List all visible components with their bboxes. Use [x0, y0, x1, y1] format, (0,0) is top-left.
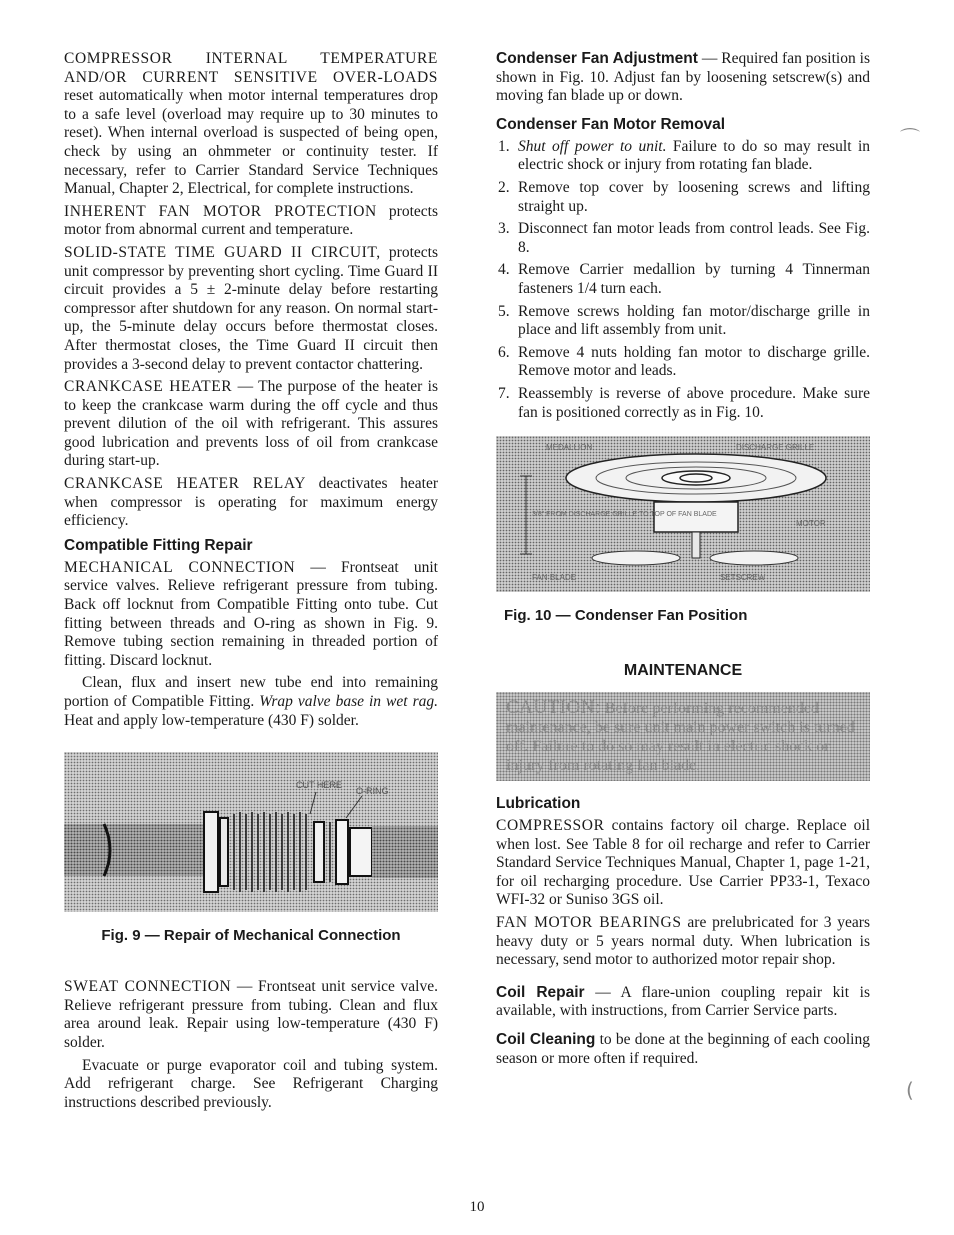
fan-bearings-paragraph	[496, 914, 870, 970]
compressor-body: contains factory oil charge. Replace oil when lost. See Table 8 for oil recharge and refer to Carrier Standard Service Techniques Manual, Chapter 1, page 1-21, for oil recharging procedure. Use Carrier PP33-1, Texaco WFI-32 or Suniso 3GS oil.	[496, 817, 870, 909]
step-number: 3.	[498, 220, 510, 238]
time-guard-paragraph	[64, 244, 438, 374]
step-number: 6.	[498, 343, 510, 361]
mechanical-connection-lead: MECHANICAL CONNECTION	[64, 558, 296, 576]
fig10-setscrew-label: SETSCREW	[720, 573, 766, 583]
list-item	[498, 220, 870, 257]
crankcase-relay-paragraph	[64, 475, 438, 531]
coil-cleaning-heading: Coil Cleaning	[496, 1031, 596, 1049]
mechanical-connection-body: — Frontseat unit service valves. Relieve refrigerant pressure from tubing. Back off locknut from Compatible Fitting onto tube. Cut fitting between threads and O-ring as shown in Fig. 9. Remove tubing section remaining in threaded portion of fitting. Discard locknut.	[64, 558, 438, 669]
crankcase-heater-lead: CRANKCASE HEATER	[64, 378, 233, 396]
list-item	[498, 261, 870, 298]
overloads-paragraph	[64, 50, 438, 199]
list-item	[498, 178, 870, 216]
step-number: 7.	[498, 384, 510, 402]
lubrication-heading: Lubrication	[496, 795, 581, 813]
fan-adjustment-paragraph	[496, 50, 870, 106]
crankcase-heater-paragraph	[64, 378, 438, 471]
fig10-figure	[496, 436, 870, 624]
right-column	[496, 50, 870, 1072]
fig10-grille-label: DISCHARGE GRILLE	[736, 443, 815, 453]
step-text: Remove top cover by loosening screws and lifting straight up.	[518, 178, 870, 215]
clean-flux-text: Clean, flux and insert new tube end into remaining portion of Compatible Fitting.	[64, 674, 438, 710]
fig10-medallion-label: MEDALLION	[546, 443, 593, 453]
step-number: 2.	[498, 178, 510, 196]
step-number: 5.	[498, 302, 510, 320]
compressor-oil-paragraph	[496, 817, 870, 910]
fan-motor-removal-heading: Condenser Fan Motor Removal	[496, 115, 726, 133]
removal-steps-list	[496, 138, 870, 422]
fan-adjustment-body: — Required fan position is shown in Fig. 10. Adjust fan by loosening setscrew(s) and moving fan blade up or down.	[496, 50, 870, 105]
time-guard-lead: SOLID-STATE TIME GUARD II CIRCUIT,	[64, 243, 381, 261]
fan-bearings-lead: FAN MOTOR BEARINGS	[496, 914, 682, 932]
fig10-image	[496, 436, 870, 592]
list-item	[498, 343, 870, 381]
fig10-dimension-text: 3/8" FROM DISCHARGE GRILLE TO TOP OF FAN BLADE	[532, 511, 717, 519]
coil-cleaning-body: to be done at the beginning of each cooling season or more often if required.	[496, 1031, 870, 1067]
list-item	[498, 137, 870, 175]
step-number: 1.	[498, 137, 510, 155]
fan-protection-paragraph	[64, 203, 438, 240]
coil-repair-heading: Coil Repair	[496, 983, 585, 1001]
overloads-body: reset automatically when motor internal temperatures drop to a safe level (overload may require up to 30 minutes to reset). When internal overload is suspected of being open, check by using an ohmmeter or continuity tester. If necessary, refer to Carrier Standard Service Techniques Manual, Chapter 2, Electrical, for complete instructions.	[64, 87, 438, 198]
fig9-caption: Fig. 9 — Repair of Mechanical Connection	[101, 927, 401, 945]
list-item	[498, 302, 870, 340]
fan-bearings-body: are prelubricated for 3 years heavy duty or 5 years normal duty. When lubrication is necessary, send motor to authorized motor repair shop.	[496, 914, 870, 969]
crankcase-heater-body: — The purpose of the heater is to keep the crankcase warm during the off cycle and thus prevent dilution of the oil with refrigerant. This assures good lubrication and prevents loss of oil from crankcase during start-up.	[64, 378, 439, 470]
step-text: Disconnect fan motor leads from control leads. See Fig. 8.	[518, 220, 870, 256]
clean-flux-text-end: Heat and apply low-temperature (430 F) solder.	[64, 711, 359, 729]
fig9-image	[64, 752, 438, 912]
mechanical-connection-paragraph	[64, 559, 438, 671]
step-text: Reassembly is reverse of above procedure. Make sure fan is positioned correctly as in Fig. 10.	[518, 384, 870, 421]
step-text: Remove screws holding fan motor/discharge grille in place and lift assembly from unit.	[518, 302, 870, 339]
fig10-blade-label: FAN BLADE	[532, 573, 577, 583]
clean-flux-paragraph	[64, 674, 438, 730]
fan-protection-lead: INHERENT FAN MOTOR PROTECTION	[64, 202, 377, 220]
coil-cleaning-paragraph	[496, 1031, 870, 1068]
fig9-oring-label: O-RING	[356, 786, 389, 797]
maintenance-heading: MAINTENANCE	[623, 662, 743, 680]
fan-protection-body: protects motor from abnormal current and temperature.	[64, 202, 438, 239]
caution-box	[496, 692, 870, 781]
wrap-valve-italic: Wrap valve base in wet rag.	[259, 693, 438, 710]
fig10-dimension-label	[532, 511, 717, 518]
scan-mark-icon: (	[906, 1078, 914, 1102]
sweat-connection-paragraph	[64, 978, 438, 1052]
evacuate-paragraph: Evacuate or purge evaporator coil and tubing system. Add refrigerant charge. See Refrigerant Charging instructions described previously.	[64, 1056, 438, 1111]
fig10-motor-label: MOTOR	[796, 519, 826, 529]
step-text: Remove 4 nuts holding fan motor to discharge grille. Remove motor and leads.	[518, 343, 870, 380]
time-guard-body: protects unit compressor by preventing short cycling. Time Guard II circuit provides a 5 ± 2-minute delay before restarting compressor after shutdown for any reason. On normal start-up, the 5-minute delay occurs before thermostat closes. After thermostat closes, the Time Guard II circuit then provides a 3-second delay to prevent contactor chattering.	[64, 243, 438, 373]
coil-repair-paragraph	[496, 984, 870, 1021]
step-text: Failure to do so may result in electric shock or injury from rotating fan blade.	[518, 137, 870, 174]
compatible-fitting-heading: Compatible Fitting Repair	[64, 536, 253, 554]
overloads-lead: COMPRESSOR INTERNAL TEMPERATURE AND/OR CURRENT SENSITIVE OVER-LOADS	[64, 50, 438, 86]
fig10-caption: Fig. 10 — Condenser Fan Position	[504, 607, 748, 625]
step-italic: Shut off power to unit.	[518, 137, 667, 155]
left-column	[64, 50, 438, 1116]
sweat-connection-lead: SWEAT CONNECTION	[64, 978, 232, 996]
step-number: 4.	[498, 261, 510, 279]
fig9-cut-here-label: CUT HERE	[296, 780, 342, 791]
page-number: 10	[469, 1199, 485, 1215]
caution-text: Before performing recommended maintenance, be sure unit main power switch is turned off. Failure to do so may result in electric shock or injury from rotating fan blade.	[506, 700, 855, 775]
compressor-lead: COMPRESSOR	[496, 817, 605, 835]
crankcase-relay-lead: CRANKCASE HEATER RELAY	[64, 475, 307, 493]
coil-repair-body: — A flare-union coupling repair kit is available, with instructions, from Carrier Service parts.	[496, 983, 870, 1020]
sweat-connection-body: — Frontseat unit service valve. Relieve refrigerant pressure from tubing. Clean and flux area around leak. Repair using low-temperature (430 F) solder.	[64, 978, 438, 1051]
caution-word: CAUTION:	[506, 697, 601, 719]
fan-adjustment-heading: Condenser Fan Adjustment	[496, 50, 698, 67]
fig9-figure	[64, 752, 438, 944]
step-text: Remove Carrier medallion by turning 4 Tinnerman fasteners 1/4 turn each.	[518, 261, 870, 297]
crankcase-relay-body: deactivates heater when compressor is operating for maximum energy efficiency.	[64, 475, 438, 530]
list-item	[498, 384, 870, 422]
scan-mark-icon: ⌒	[900, 126, 920, 150]
